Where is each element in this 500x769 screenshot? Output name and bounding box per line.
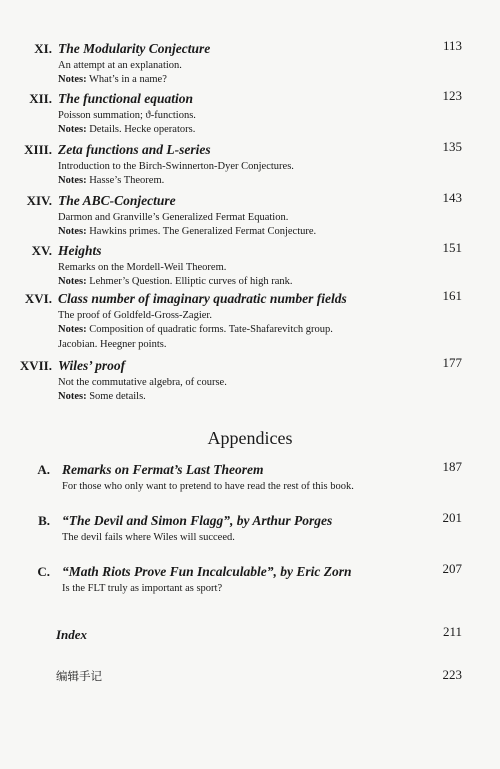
index-title: Index xyxy=(56,627,88,642)
notes-text: Hasse’s Theorem. xyxy=(89,175,165,186)
chapter-number: XIV. xyxy=(26,193,52,208)
chapter-number: XVI. xyxy=(24,291,52,306)
chapter-title: Zeta functions and L-series xyxy=(58,142,211,157)
chapter-notes xyxy=(58,275,293,288)
appendix-title: “The Devil and Simon Flagg”, by Arthur Porges xyxy=(62,513,333,528)
chapter-number: XII. xyxy=(29,91,52,106)
notes-text: Some details. xyxy=(89,391,146,402)
page-number: 113 xyxy=(442,38,462,53)
page-number: 151 xyxy=(442,240,462,255)
page-number: 223 xyxy=(442,667,462,682)
chapter-title: Class number of imaginary quadratic number fields xyxy=(58,291,347,306)
notes-label: Notes: xyxy=(58,124,87,135)
appendix-description: For those who only want to pretend to have read the rest of this book. xyxy=(62,481,354,492)
notes-label: Notes: xyxy=(58,74,87,85)
chapter-description: An attempt at an explanation. xyxy=(58,60,182,71)
appendix-letter: C. xyxy=(37,564,50,579)
editor-notes-title: 编辑手记 xyxy=(56,669,102,683)
chapter-description: Poisson summation; ϑ-functions. xyxy=(58,110,196,121)
chapter-title: The functional equation xyxy=(58,91,194,106)
page-number: 187 xyxy=(442,459,462,474)
chapter-title: The Modularity Conjecture xyxy=(58,41,211,56)
notes-text: Hawkins primes. The Generalized Fermat Conjecture. xyxy=(89,226,317,237)
chapter-number: XV. xyxy=(31,243,52,258)
page-number: 201 xyxy=(442,510,462,525)
page-number: 123 xyxy=(442,88,462,103)
page-number: 177 xyxy=(442,355,462,370)
appendix-description: Is the FLT truly as important as sport? xyxy=(62,583,223,594)
chapter-description: Not the commutative algebra, of course. xyxy=(58,377,227,388)
notes-label: Notes: xyxy=(58,391,87,402)
chapter-notes-continued: Jacobian. Heegner points. xyxy=(58,339,167,350)
notes-text: Details. Hecke operators. xyxy=(89,124,196,135)
chapter-notes xyxy=(58,123,195,136)
notes-text: What’s in a name? xyxy=(89,74,167,85)
appendices-heading: Appendices xyxy=(207,428,293,448)
notes-label: Notes: xyxy=(58,175,87,186)
notes-text: Composition of quadratic forms. Tate-Shafarevitch group. xyxy=(89,324,333,335)
notes-label: Notes: xyxy=(58,226,87,237)
notes-label: Notes: xyxy=(58,276,87,287)
appendix-letter: A. xyxy=(37,462,50,477)
appendix-title: “Math Riots Prove Fun Incalculable”, by Eric Zorn xyxy=(62,564,352,579)
notes-label: Notes: xyxy=(58,324,87,335)
chapter-notes xyxy=(58,323,333,336)
page-number: 135 xyxy=(442,139,462,154)
chapter-description: Darmon and Granville’s Generalized Fermat Equation. xyxy=(58,212,289,223)
chapter-notes xyxy=(58,174,164,187)
chapter-notes xyxy=(58,73,167,86)
chapter-title: Wiles’ proof xyxy=(58,358,126,373)
notes-text: Lehmer’s Question. Elliptic curves of high rank. xyxy=(89,276,293,287)
appendix-description: The devil fails where Wiles will succeed. xyxy=(62,532,235,543)
appendix-title: Remarks on Fermat’s Last Theorem xyxy=(62,462,264,477)
page-number: 211 xyxy=(442,624,462,639)
chapter-title: Heights xyxy=(58,243,102,258)
chapter-number: XIII. xyxy=(24,142,52,157)
chapter-title: The ABC-Conjecture xyxy=(58,193,176,208)
page-number: 143 xyxy=(442,190,462,205)
chapter-notes xyxy=(58,225,316,238)
page-number: 207 xyxy=(442,561,462,576)
appendix-letter: B. xyxy=(38,513,50,528)
page-number: 161 xyxy=(442,288,462,303)
chapter-number: XVII. xyxy=(19,358,52,373)
chapter-notes xyxy=(58,390,146,403)
chapter-number: XI. xyxy=(34,41,52,56)
chapter-description: The proof of Goldfeld-Gross-Zagier. xyxy=(58,310,212,321)
chapter-description: Introduction to the Birch-Swinnerton-Dyer Conjectures. xyxy=(58,161,294,172)
chapter-description: Remarks on the Mordell-Weil Theorem. xyxy=(58,262,227,273)
